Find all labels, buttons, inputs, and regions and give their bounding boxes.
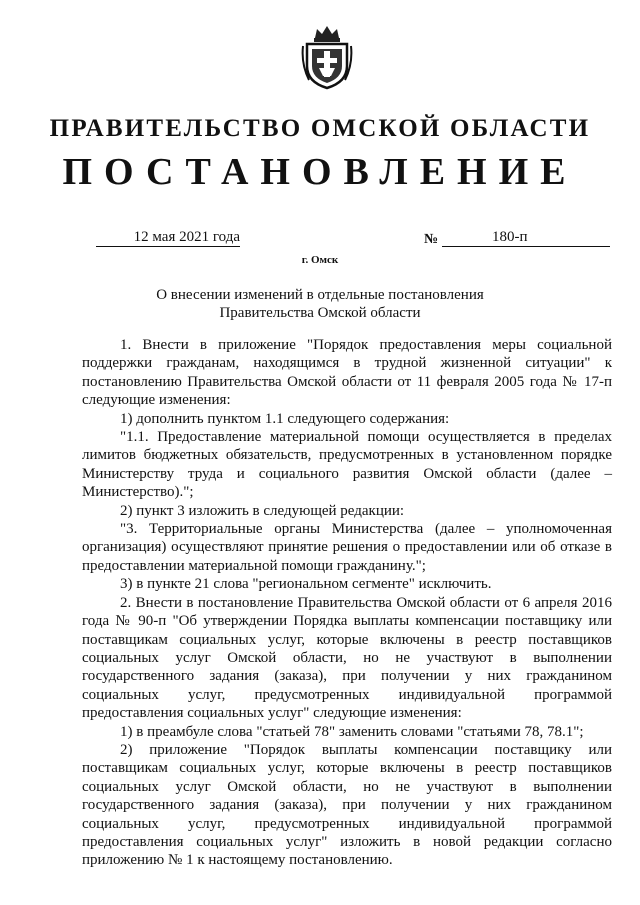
number-sign: № bbox=[424, 232, 439, 247]
body-paragraph: 2) пункт 3 изложить в следующей редакции: bbox=[120, 502, 405, 519]
authority-title: ПРАВИТЕЛЬСТВО ОМСКОЙ ОБЛАСТИ bbox=[49, 115, 591, 142]
document-type-title: ПОСТАНОВЛЕНИЕ bbox=[62, 151, 578, 193]
document-number: 180-п bbox=[492, 229, 528, 245]
issue-city: г. Омск bbox=[301, 254, 339, 266]
body-paragraph: 2) приложение "Порядок выплаты компенсации поставщику или поставщикам социальных услуг, которые включены в реестр поставщиков социальных услуг Омской области, но не участвуют в выполнении государственного задания (заказа), при получении у них гражданином социальных услуг, предусмотренных индивидуальной программой предоставления социальных услуг" изложить в новой редакции согласно приложению № 1 к настоящему постановлению. bbox=[82, 741, 612, 869]
document-body bbox=[82, 336, 612, 870]
body-paragraph: 1) дополнить пунктом 1.1 следующего содержания: bbox=[120, 410, 450, 427]
document-subject bbox=[120, 286, 520, 322]
body-paragraph: 1. Внести в приложение "Порядок предоставления меры социальной поддержки гражданам, находящимся в трудной жизненной ситуации" к постановлению Правительства Омской области от 11 февраля 2005 года № 17-п следующие изменения: bbox=[82, 337, 612, 409]
body-paragraph: "1.1. Предоставление материальной помощи осуществляется в пределах лимитов бюджетных обязательств, предусмотренных в установленном порядке Министерству труда и социального развития Омской области (далее – Министерство)."; bbox=[82, 429, 612, 501]
body-paragraph: 1) в преамбуле слова "статьей 78" заменить словами "статьями 78, 78.1"; bbox=[120, 723, 584, 740]
omsk-region-coat-of-arms-icon bbox=[301, 24, 353, 90]
body-paragraph: 3) в пункте 21 слова "региональном сегменте" исключить. bbox=[120, 576, 492, 593]
subject-line-1: О внесении изменений в отдельные постановления bbox=[156, 287, 484, 303]
document-date: 12 мая 2021 года bbox=[96, 229, 240, 247]
body-paragraph: "3. Территориальные органы Министерства (далее – уполномоченная организация) осуществляют принятие решения о предоставлении или об отказе в предоставлении материальной помощи гражданину."; bbox=[82, 521, 612, 574]
body-paragraph: 2. Внести в постановление Правительства Омской области от 6 апреля 2016 года № 90-п "Об утверждении Порядка выплаты компенсации поставщику или поставщикам социальных услуг, которые включены в реестр поставщиков социальных услуг Омской области, но не участвуют в выполнении государственного задания (заказа), при получении у них гражданином социальных услуг, предусмотренных индивидуальной программой предоставления социальных услуг" следующие изменения: bbox=[82, 594, 612, 722]
document-number-field bbox=[442, 229, 610, 247]
subject-line-2: Правительства Омской области bbox=[219, 305, 421, 321]
